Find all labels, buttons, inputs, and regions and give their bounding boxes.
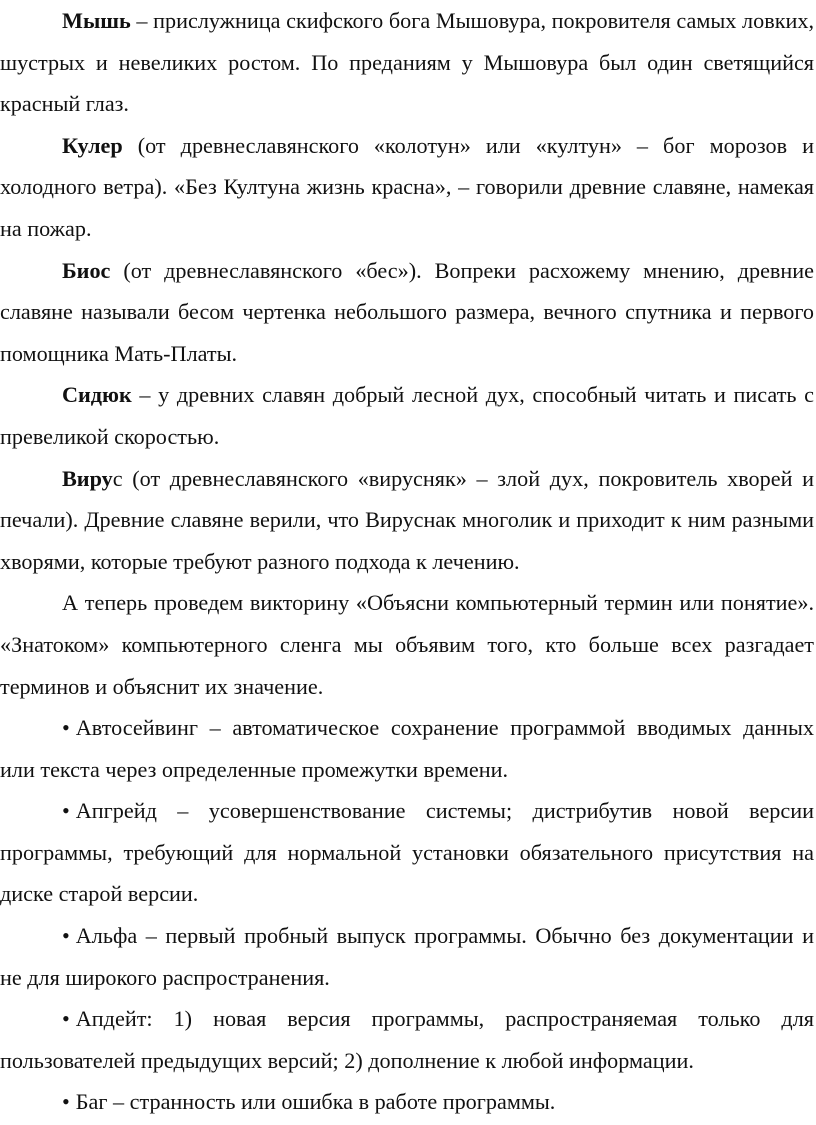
- term-bios: Биос: [62, 257, 111, 283]
- term-mysh: Мышь: [62, 8, 131, 33]
- paragraph-kuler: [0, 125, 814, 250]
- bullet-text: Апгрейд – усовершенствование системы; дистрибутив новой версии программы, требующий для нормальной установки обязательного присутствия на диске старой версии.: [0, 798, 814, 907]
- definition-virus: с (от древнеславянского «вирусняк» – злой дух, покровитель хворей и печали). Древние славяне верили, что Вируснак многолик и приходит к ним разными хворями, которые требуют разного подхода к лечению.: [0, 465, 814, 574]
- bullet-item: [0, 790, 814, 915]
- bullet-text: Автосейвинг – автоматическое сохранение программой вводимых данных или текста через определенные промежутки времени.: [0, 715, 814, 782]
- paragraph-quiz-intro: [0, 582, 814, 707]
- bullet-text: Апдейт: 1) новая версия программы, распространяемая только для пользователей предыдущих версий; 2) дополнение к любой информации.: [0, 1006, 814, 1073]
- bullet-icon: •: [62, 1089, 70, 1115]
- paragraph-bios: [0, 250, 814, 375]
- paragraph-virus: [0, 458, 814, 583]
- bullet-text: Баг – странность или ошибка в работе программы.: [75, 1089, 556, 1115]
- quiz-intro-text: А теперь проведем викторину «Объясни компьютерный термин или понятие». «Знатоком» компьютерного сленга мы объявим того, кто больше всех разгадает терминов и объяснит их значение.: [0, 590, 814, 699]
- definition-sidyuk: – у древних славян добрый лесной дух, способный читать и писать с превеликой скоростью.: [0, 382, 814, 449]
- term-virus: Виру: [62, 465, 113, 491]
- paragraph-sidyuk: [0, 374, 814, 457]
- term-sidyuk: Сидюк: [62, 382, 132, 408]
- bullet-icon: •: [62, 1006, 70, 1032]
- bullet-item: [0, 707, 814, 790]
- bullet-item: [0, 1081, 814, 1123]
- term-kuler: Кулер: [62, 132, 123, 158]
- bullet-icon: •: [62, 715, 70, 741]
- bullet-item: [0, 915, 814, 998]
- bullet-icon: •: [62, 923, 70, 949]
- bullet-item: [0, 998, 814, 1081]
- paragraph-mysh: [0, 0, 814, 125]
- bullet-text: Альфа – первый пробный выпуск программы. Обычно без документации и не для широкого распространения.: [0, 923, 814, 990]
- definition-mysh: – прислужница скифского бога Мышовура, покровителя самых ловких, шустрых и невеликих ростом. По преданиям у Мышовура был один светящийся красный глаз.: [0, 8, 814, 117]
- definition-bios: (от древнеславянского «бес»). Вопреки расхожему мнению, древние славяне называли бесом чертенка небольшого размера, вечного спутника и первого помощника Мать-Платы.: [0, 257, 814, 366]
- bullet-icon: •: [62, 798, 70, 824]
- definition-kuler: (от древнеславянского «колотун» или «култун» – бог морозов и холодного ветра). «Без Култуна жизнь красна», – говорили древние славяне, намекая на пожар.: [0, 132, 814, 241]
